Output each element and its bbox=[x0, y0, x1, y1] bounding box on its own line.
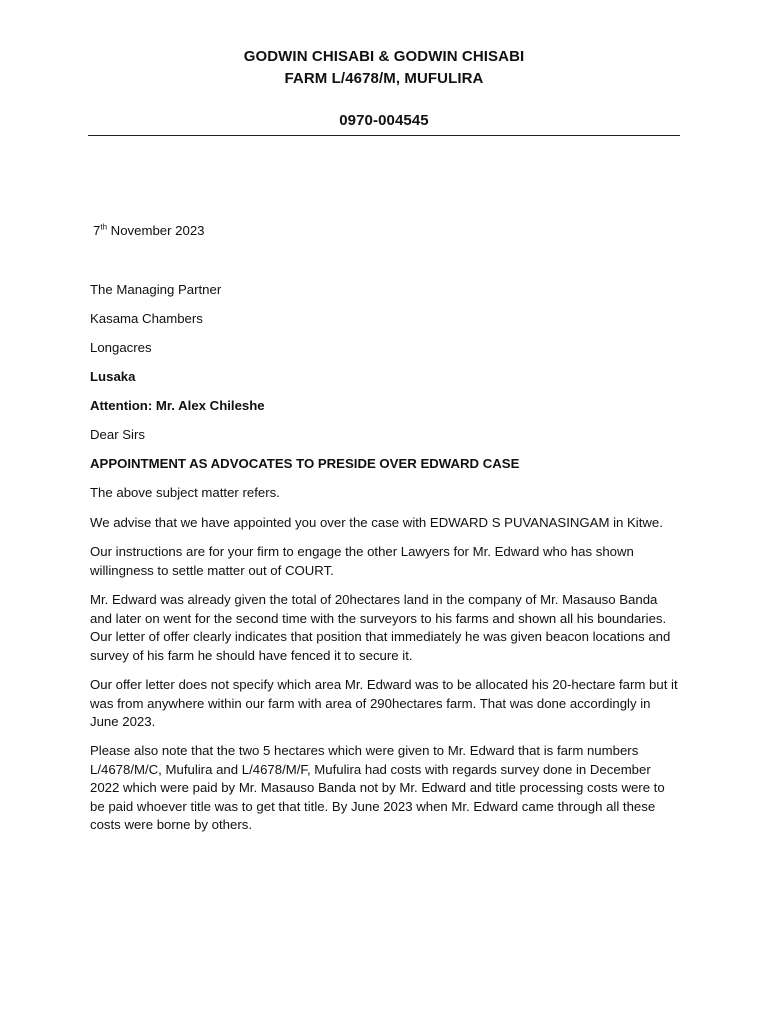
subject-line: APPOINTMENT AS ADVOCATES TO PRESIDE OVER EDWARD CASE bbox=[90, 456, 520, 471]
recipient-firm: Kasama Chambers bbox=[90, 311, 203, 326]
date-day: 7 bbox=[93, 223, 101, 238]
paragraph-3: Our instructions are for your firm to engage the other Lawyers for Mr. Edward who has shown willingness to settle matter out of COURT. bbox=[90, 544, 634, 578]
paragraph-5: Our offer letter does not specify which area Mr. Edward was to be allocated his 20-hectare farm but it was from anywhere within our farm with area of 290hectares farm. That was done accordingly in June 2023. bbox=[90, 677, 678, 729]
recipient-title: The Managing Partner bbox=[90, 282, 222, 297]
letterhead bbox=[88, 46, 680, 132]
letterhead-address: FARM L/4678/M, MUFULIRA bbox=[284, 70, 484, 87]
recipient-city: Lusaka bbox=[90, 369, 136, 384]
letterhead-phone: 0970-004545 bbox=[339, 112, 429, 129]
paragraph-6: Please also note that the two 5 hectares which were given to Mr. Edward that is farm numbers L/4678/M/C, Mufulira and L/4678/M/F, Mufulira had costs with regards survey done in December 2022 which were paid by Mr. Masauso Banda not by Mr. Edward and title processing costs were to be paid whoever title was to get that title. By June 2023 when Mr. Edward came through all these costs were borne by others. bbox=[90, 743, 665, 832]
attention-line: Attention: Mr. Alex Chileshe bbox=[90, 398, 265, 413]
paragraph-2: We advise that we have appointed you over the case with EDWARD S PUVANASINGAM in Kitwe. bbox=[90, 515, 663, 530]
date-suffix: th bbox=[100, 222, 108, 232]
recipient-area: Longacres bbox=[90, 340, 152, 355]
salutation: Dear Sirs bbox=[90, 427, 145, 442]
header-divider bbox=[88, 135, 680, 136]
paragraph-4: Mr. Edward was already given the total of 20hectares land in the company of Mr. Masauso Banda and later on went for the second time with the surveyors to his farms and shown all his boundaries. Our letter of offer clearly indicates that position that immediately he was given beacon locations and survey of his farm he should have fenced it to secure it. bbox=[90, 592, 671, 663]
date-rest: November 2023 bbox=[107, 223, 205, 238]
letterhead-name: GODWIN CHISABI & GODWIN CHISABI bbox=[243, 48, 525, 65]
letter-date bbox=[93, 222, 205, 241]
paragraph-1: The above subject matter refers. bbox=[90, 485, 280, 500]
